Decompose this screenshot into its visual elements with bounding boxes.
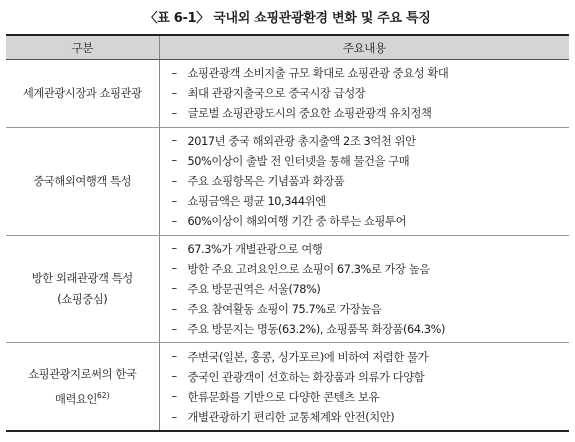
item-text: 글로벌 쇼핑관광도시의 중요한 쇼핑관광객 유치정책 xyxy=(187,107,432,121)
row-category xyxy=(6,235,159,343)
list-item xyxy=(172,259,570,279)
row-items xyxy=(159,343,569,431)
row-items xyxy=(159,127,569,235)
row-items xyxy=(159,235,569,343)
features-table xyxy=(6,34,569,432)
category-line: 매력요인 xyxy=(54,392,98,406)
item-text: 쇼핑금액은 평균 10,344위엔 xyxy=(187,195,326,209)
table-header-row xyxy=(6,35,569,60)
dash-bullet: – xyxy=(171,282,177,296)
item-text: 67.3%가 개별관광으로 여행 xyxy=(187,242,323,256)
header-content: 주요내용 xyxy=(159,35,569,60)
dash-bullet: – xyxy=(171,410,177,424)
row-items xyxy=(159,60,569,128)
item-text: 주요 참여활동 쇼핑이 75.7%로 가장높음 xyxy=(187,303,382,317)
dash-bullet: – xyxy=(171,174,177,188)
dash-bullet: – xyxy=(171,390,177,404)
item-text: 60%이상이 해외여행 기간 중 하루는 쇼핑투어 xyxy=(187,215,407,229)
footnote-marker: 62) xyxy=(97,390,110,400)
category-line: (쇼핑중심) xyxy=(57,292,108,306)
list-item xyxy=(172,346,570,366)
list-item xyxy=(172,131,570,151)
item-text: 주요 방문권역은 서울(78%) xyxy=(187,282,321,296)
list-item xyxy=(172,279,570,299)
table-row xyxy=(6,343,569,431)
table-row xyxy=(6,127,569,235)
dash-bullet: – xyxy=(171,134,177,148)
list-item xyxy=(172,367,570,387)
dash-bullet: – xyxy=(171,350,177,364)
list-item xyxy=(172,239,570,259)
item-text: 중국인 관광객이 선호하는 화장품과 의류가 다양함 xyxy=(187,370,425,384)
dash-bullet: – xyxy=(171,262,177,276)
header-category: 구분 xyxy=(6,35,159,60)
item-text: 2017년 중국 해외관광 총지출액 2조 3억천 위안 xyxy=(187,134,416,148)
list-item xyxy=(172,103,570,123)
list-item xyxy=(172,151,570,171)
item-text: 50%이상이 출발 전 인터넷을 통해 물건을 구매 xyxy=(187,154,410,168)
table-title: 〈표 6-1〉 국내외 쇼핑관광환경 변화 및 주요 특징 xyxy=(144,11,431,26)
dash-bullet: – xyxy=(171,154,177,168)
list-item xyxy=(172,63,570,83)
dash-bullet: – xyxy=(171,214,177,228)
table-row xyxy=(6,235,569,343)
item-text: 한류문화를 기반으로 다양한 콘텐츠 보유 xyxy=(187,390,379,404)
item-text: 최대 관광지출국으로 중국시장 급성장 xyxy=(187,87,366,101)
category-line: 쇼핑관광지로써의 한국 xyxy=(28,367,137,381)
dash-bullet: – xyxy=(171,106,177,120)
dash-bullet: – xyxy=(171,302,177,316)
table-row xyxy=(6,60,569,128)
item-text: 주요 방문지는 명동(63.2%), 쇼핑품목 화장품(64.3%) xyxy=(187,323,445,337)
category-line: 방한 외래관광객 특성 xyxy=(31,271,133,285)
list-item xyxy=(172,191,570,211)
dash-bullet: – xyxy=(171,66,177,80)
row-category: 중국해외여행객 특성 xyxy=(6,127,159,235)
dash-bullet: – xyxy=(171,86,177,100)
list-item xyxy=(172,83,570,103)
item-text: 개별관광하기 편리한 교통체계와 안전(치안) xyxy=(187,411,395,425)
item-text: 방한 주요 고려요인으로 쇼핑이 67.3%로 가장 높음 xyxy=(187,262,430,276)
list-item xyxy=(172,211,570,231)
item-text: 쇼핑관광객 소비지출 규모 확대로 쇼핑관광 중요성 확대 xyxy=(187,67,449,81)
list-item xyxy=(172,387,570,407)
list-item xyxy=(172,407,570,427)
dash-bullet: – xyxy=(171,194,177,208)
list-item xyxy=(172,319,570,339)
dash-bullet: – xyxy=(171,370,177,384)
list-item xyxy=(172,171,570,191)
dash-bullet: – xyxy=(171,322,177,336)
list-item xyxy=(172,299,570,319)
row-category xyxy=(6,343,159,431)
row-category: 세계관광시장과 쇼핑관광 xyxy=(6,60,159,128)
table-container xyxy=(6,34,569,432)
item-text: 주변국(일본, 홍콩, 싱가포르)에 비하여 저렴한 물가 xyxy=(187,350,429,364)
dash-bullet: – xyxy=(171,242,177,256)
item-text: 주요 쇼핑항목은 기념품과 화장품 xyxy=(187,175,345,189)
